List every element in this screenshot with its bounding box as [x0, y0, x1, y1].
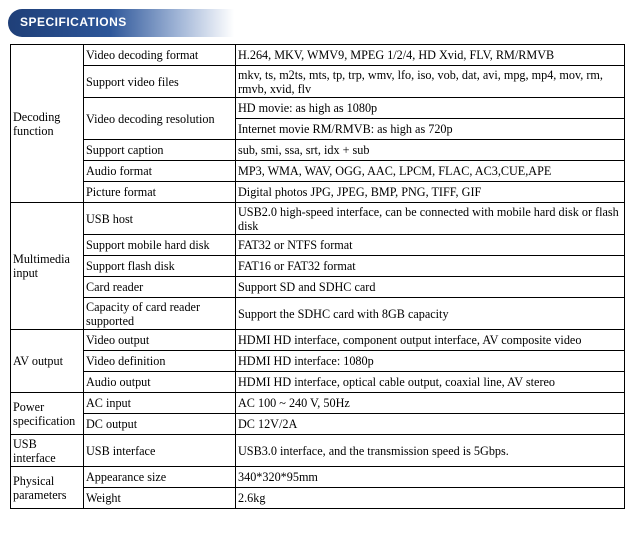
table-row: [11, 414, 625, 435]
table-row: [11, 330, 625, 351]
spec-label: Appearance size: [84, 467, 236, 488]
spec-label: Picture format: [84, 182, 236, 203]
table-row: [11, 277, 625, 298]
spec-label: USB interface: [84, 435, 236, 467]
table-row: [11, 203, 625, 235]
spec-value: sub, smi, ssa, srt, idx + sub: [236, 140, 625, 161]
spec-value: HDMI HD interface, component output interface, AV composite video: [236, 330, 625, 351]
spec-label: Support mobile hard disk: [84, 235, 236, 256]
spec-label: Support flash disk: [84, 256, 236, 277]
spec-value: 340*320*95mm: [236, 467, 625, 488]
table-row: [11, 467, 625, 488]
table-row: [11, 235, 625, 256]
category-usb: USB interface: [11, 435, 84, 467]
spec-value: HDMI HD interface, optical cable output, coaxial line, AV stereo: [236, 372, 625, 393]
table-row: [11, 45, 625, 66]
spec-value: USB3.0 interface, and the transmission speed is 5Gbps.: [236, 435, 625, 467]
spec-label: Audio format: [84, 161, 236, 182]
table-row: [11, 351, 625, 372]
table-row: [11, 256, 625, 277]
spec-value: FAT16 or FAT32 format: [236, 256, 625, 277]
spec-value: MP3, WMA, WAV, OGG, AAC, LPCM, FLAC, AC3,CUE,APE: [236, 161, 625, 182]
category-power: Power specification: [11, 393, 84, 435]
spec-value: DC 12V/2A: [236, 414, 625, 435]
spec-value: Internet movie RM/RMVB: as high as 720p: [236, 119, 625, 140]
spec-value: Digital photos JPG, JPEG, BMP, PNG, TIFF, GIF: [236, 182, 625, 203]
category-physical: Physical parameters: [11, 467, 84, 509]
spec-label: Capacity of card reader supported: [84, 298, 236, 330]
spec-label: USB host: [84, 203, 236, 235]
spec-label: Support caption: [84, 140, 236, 161]
category-decoding: Decoding function: [11, 45, 84, 203]
spec-value: Support SD and SDHC card: [236, 277, 625, 298]
category-av: AV output: [11, 330, 84, 393]
spec-label: Support video files: [84, 66, 236, 98]
spec-label: Video decoding format: [84, 45, 236, 66]
spec-value: Support the SDHC card with 8GB capacity: [236, 298, 625, 330]
spec-value: HDMI HD interface: 1080p: [236, 351, 625, 372]
table-row: [11, 182, 625, 203]
spec-label: DC output: [84, 414, 236, 435]
table-row: [11, 372, 625, 393]
table-row: [11, 435, 625, 467]
spec-value: 2.6kg: [236, 488, 625, 509]
table-row: [11, 393, 625, 414]
spec-value: FAT32 or NTFS format: [236, 235, 625, 256]
spec-value: H.264, MKV, WMV9, MPEG 1/2/4, HD Xvid, FLV, RM/RMVB: [236, 45, 625, 66]
table-row: [11, 98, 625, 119]
spec-label: Weight: [84, 488, 236, 509]
spec-label: Video definition: [84, 351, 236, 372]
table-row: [11, 66, 625, 98]
table-row: [11, 488, 625, 509]
spec-value: AC 100 ~ 240 V, 50Hz: [236, 393, 625, 414]
spec-label: Video output: [84, 330, 236, 351]
specifications-banner: [8, 9, 234, 37]
table-row: [11, 140, 625, 161]
spec-label: AC input: [84, 393, 236, 414]
spec-label: Audio output: [84, 372, 236, 393]
spec-value: HD movie: as high as 1080p: [236, 98, 625, 119]
table-row: [11, 161, 625, 182]
page-title: SPECIFICATIONS: [20, 15, 127, 29]
specifications-table: [10, 44, 625, 509]
category-multimedia: Multimedia input: [11, 203, 84, 330]
spec-value: mkv, ts, m2ts, mts, tp, trp, wmv, lfo, iso, vob, dat, avi, mpg, mp4, mov, rm, rmvb, xvid, flv: [236, 66, 625, 98]
spec-label: Card reader: [84, 277, 236, 298]
spec-label: Video decoding resolution: [84, 98, 236, 140]
spec-value: USB2.0 high-speed interface, can be connected with mobile hard disk or flash disk: [236, 203, 625, 235]
table-row: [11, 298, 625, 330]
